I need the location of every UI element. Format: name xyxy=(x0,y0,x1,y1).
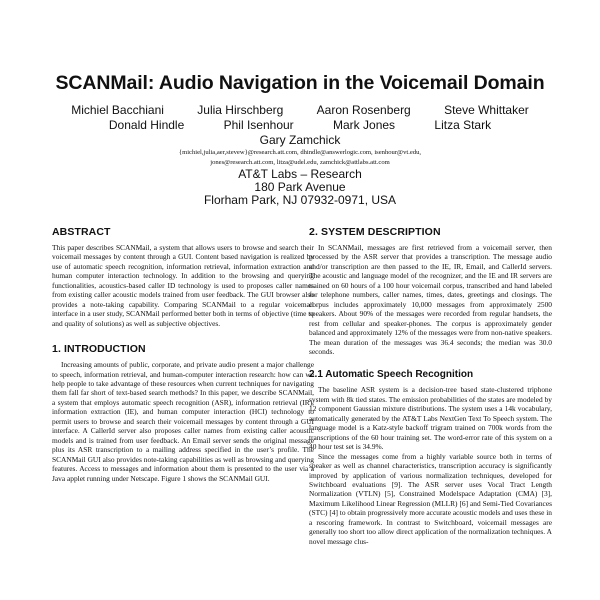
author-name: Phil Isenhour xyxy=(223,118,294,132)
introduction-text: Increasing amounts of public, corporate, and private audio present a major challenge to speech, information retrieval, and human-computer interaction research: how can we help people to take advantage of these resources when current techniques for navigating them fall far short of text-based search methods? In this paper, we describe SCANMail, a system that employs automatic speech recognition (ASR), information retrieval (IR), information extraction (IE), and human computer interaction (HCI) technology to permit users to browse and search their voicemail messages by content through a GUI interface. A CallerId server also proposes caller names from existing caller acoustic models and is trained from user feedback. An Email server sends the original message plus its ASR transcription to a mailing address specified in the user’s profile. The SCANMail GUI also provides note-taking capabilities as well as browsing and querying features. Access to messages and information about them is presented to the user via a Java applet running under Netscape. Figure 1 shows the SCANMail GUI. xyxy=(52,360,314,483)
right-column xyxy=(309,226,552,546)
author-name: Mark Jones xyxy=(333,118,396,132)
author-emails xyxy=(0,148,600,167)
authors-row-3 xyxy=(0,133,600,147)
affiliation xyxy=(0,168,600,207)
introduction-heading: 1. INTRODUCTION xyxy=(52,343,146,356)
author-name: Julia Hirschberg xyxy=(197,103,284,117)
authors-row-1 xyxy=(0,103,600,117)
abstract-text: This paper describes SCANMail, a system that allows users to browse and search their voicemail messages by content through a GUI. Content based navigation is realized by use of automatic speech recognition, information retrieval, information extraction and human computer interaction technology. In addition to the browsing and querying functionalities, acoustics-based caller ID technology is used to proposes caller names from existing caller acoustic models trained from user feedback. The GUI browser also provides a note-taking capability. Comparing SCANMail to a regular voicemail interface in a user study, SCANMail performed better both in terms of objective (time to and quality of solutions) as well as subjective objectives. xyxy=(52,243,314,328)
author-name: Michiel Bacchiani xyxy=(71,103,164,117)
author-name: Aaron Rosenberg xyxy=(316,103,411,117)
email-line: {michiel,julia,aer,stevew}@research.att.com, dhindle@answerlogic.com, isenhour@vt.edu, xyxy=(178,149,422,156)
affiliation-street: 180 Park Avenue xyxy=(254,180,346,194)
affiliation-city: Florham Park, NJ 07932-0971, USA xyxy=(203,193,397,207)
author-name: Litza Stark xyxy=(434,118,492,132)
system-description-text: In SCANMail, messages are first retrieved from a voicemail server, then processed by the ASR server that provides a transcription. The message audio and/or transcription are then passed to the IE, IR, Email, and CallerId servers. The acoustic and language model of the recognizer, and the IE and IR servers are trained on 60 hours of a 100 hour voicemail corpus, transcribed and hand labeled for telephone numbers, caller names, times, dates, greetings and closings. The corpus includes approximately 10,000 messages from approximately 2500 speakers. About 90% of the messages were recorded from regular handsets, the rest from cellular and speaker-phones. The corpus is approximately gender balanced and approximately 12% of the messages were from non-native speakers. The mean duration of the messages was 36.4 seconds; the median was 30.0 seconds. xyxy=(309,243,552,356)
authors-row-2 xyxy=(0,118,600,132)
author-name: Steve Whittaker xyxy=(444,103,529,117)
abstract-heading: ABSTRACT xyxy=(52,226,111,238)
affiliation-org: AT&T Labs – Research xyxy=(238,167,362,181)
asr-text-1: The baseline ASR system is a decision-tree based state-clustered triphone system with 8k tied states. The emission probabilities of the states are modeled by 12 component Gaussian mixture distributions. The system uses a 14k vocabulary, automatically generated by the AT&T Labs NextGen Text To Speech system. The language model is a Katz-style backoff trigram trained on 700k words from the transcriptions of the 60 hour training set. The word-error rate of this system on a 40 hour test set is 34.9%. xyxy=(309,385,552,452)
asr-heading: 2.1 Automatic Speech Recognition xyxy=(309,369,474,381)
system-description-heading: 2. SYSTEM DESCRIPTION xyxy=(309,226,441,238)
email-line: jones@research.att.com, litza@udel.edu, zamchick@attlabs.att.com xyxy=(210,158,390,166)
author-name: Gary Zamchick xyxy=(259,133,341,147)
left-column xyxy=(52,226,314,483)
asr-text-2: Since the messages come from a highly variable source both in terms of speaker as well as channel characteristics, transcription accuracy is significantly improved by application of various normalization techniques, developed for Switchboard evaluations [9]. The ASR server uses Vocal Tract Length Normalization (VTLN) [5], Constrained Modelspace Adaptation (CMA) [3], Maximum Likelihood Linear Regression (MLLR) [6] and Semi-Tied Covariances (STC) [4] to obtain progressively more accurate acoustic models and uses these in a rescoring framework. In contrast to Switchboard, voicemail messages are generally too short too allow direct application of the normalization techniques. A novel message clus- xyxy=(309,451,552,546)
paper-title: SCANMail: Audio Navigation in the Voicemail Domain xyxy=(55,72,545,94)
author-name: Donald Hindle xyxy=(108,118,185,132)
